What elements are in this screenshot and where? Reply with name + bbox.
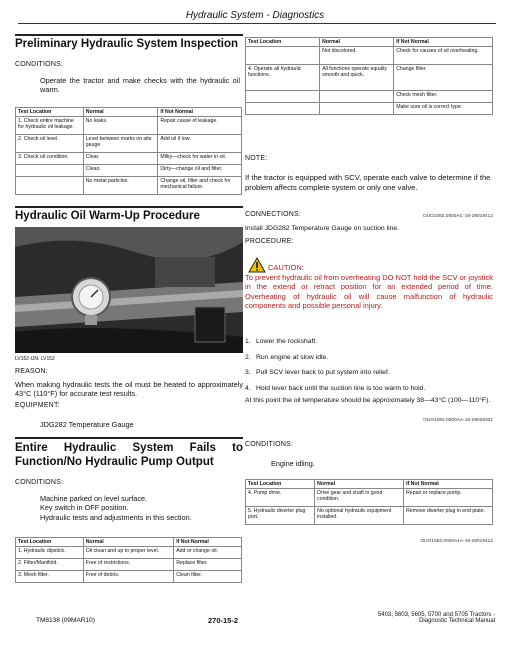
table-cell: Clean. [83,165,158,177]
section3-conditions [40,494,240,522]
caution-text: To prevent hydraulic oil from overheating DO NOT hold the SCV or joystick in the extend or retract position for an extended period of time. Overheating of hydraulic oil will cause malfunction of hydraulic components and possible personal injury. [245,273,493,311]
section1-title: Preliminary Hydraulic System Inspection [15,38,239,50]
warning-triangle-icon [248,257,266,273]
list-item: 1. Lower the rockshaft. [245,338,318,345]
table-cell: Change oil, filter and check for mechanical failure. [158,177,242,195]
table-header: Normal [83,108,158,117]
table-cell: Make sure oil is correct type. [394,103,493,115]
table-row [16,117,242,135]
table-cell: 2. Check oil level. [16,135,84,153]
list-item: 2. Run engine at slow idle. [245,353,329,361]
section3-table-left [15,537,242,583]
procedure-steps [245,336,493,395]
table-header: Test Location [246,480,315,489]
table-cell: Add oil if low. [158,135,242,153]
result-text: At this point the oil temperature should be approximately 38—43°C (100—110°F). [245,397,491,404]
caution-label: CAUTION: [268,263,304,272]
table-row [16,571,242,583]
reason-label: REASON: [15,368,48,375]
table-row [16,559,242,571]
footer-title [290,612,495,624]
table-cell: Dirty—change oil and filter. [158,165,242,177]
equipment-label: EQUIPMENT: [15,402,60,409]
footer-manual-id: TM8138 (09MAR10) [36,617,95,624]
table-cell: 3. Check oil condition. [16,153,84,165]
table-cell: All functions operate equally smooth and quick. [320,65,394,91]
table-row [246,489,493,507]
section3-right-conditions-label: CONDITIONS: [245,441,294,448]
table-header: Normal [320,38,394,47]
table-cell: Level between marks on site gauge [83,135,158,153]
section3-top-rule [15,437,243,440]
table-header: Normal [83,538,173,547]
list-item: 3. Pull SCV lever back to put system into relief. [245,369,390,376]
table-row [246,91,493,103]
connections-label: CONNECTIONS: [245,211,302,218]
page-header: Hydraulic System - Diagnostics [185,10,325,21]
table-cell [320,91,394,103]
photo-caption: LV152-UN: LV152 [15,356,55,362]
section3-title: Entire Hydraulic System Fails to Function/No Hydraulic Pump Output [15,442,243,468]
table-header-row [246,480,493,489]
section2-reference: OUO1082,0000AA-19-29028301 [423,418,493,423]
table-header: If Not Normal [404,480,493,489]
table-cell: Not discolored. [320,47,394,65]
section3-table-right [245,479,493,525]
section2-title: Hydraulic Oil Warm-Up Procedure [15,210,200,222]
table-cell: 2. Filter/Manifold. [16,559,84,571]
table-header: If Not Normal [158,108,242,117]
table-header-row [16,108,242,117]
table-header: Test Location [246,38,320,47]
equipment-text: JDG282 Temperature Gauge [40,420,134,429]
table-header: If Not Normal [394,38,493,47]
table-header: Test Location [16,108,84,117]
table-cell [16,177,84,195]
procedure-label: PROCEDURE: [245,238,294,245]
warmup-photo-illustration [15,227,243,353]
section1-conditions-text: Operate the tractor and make checks with the hydraulic oil warm. [40,76,240,95]
table-row [246,47,493,65]
table-cell: Oil clean and up to proper level. [83,547,173,559]
table-header: If Not Normal [174,538,242,547]
connections-text: Install JDG282 Temperature Gauge on suction line. [245,225,400,232]
section1-conditions-label: CONDITIONS: [15,61,64,68]
table-cell: 4. Operate all hydraulic functions. [246,65,320,91]
table-cell [246,103,320,115]
table-cell: Repair or replace pump. [404,489,493,507]
table-row [16,153,242,165]
table-cell: 1. Hydraulic dipstick. [16,547,84,559]
header-divider [18,23,496,24]
table-cell: 1. Check entire machine for hydraulic oil leakage. [16,117,84,135]
condition-line: Hydraulic tests and adjustments in this section. [40,512,192,522]
table-cell: 5. Hydraulic diverter plug port. [246,507,315,525]
table-header: Normal [315,480,404,489]
section3-conditions-label: CONDITIONS: [15,479,64,486]
condition-line: Machine parked on level surface. [40,494,148,503]
table-cell [246,91,320,103]
table-cell: Clear. [83,153,158,165]
table-row [16,135,242,153]
table-row [246,103,493,115]
table-row [16,177,242,195]
table-cell: 4. Pump drive. [246,489,315,507]
table-cell: Remove diverter plug in end plate. [404,507,493,525]
table-row [246,507,493,525]
table-row [16,547,242,559]
note-label: NOTE: [245,155,268,162]
section3-right-conditions-text: Engine idling. [271,459,315,468]
table-cell: Add or change oil. [174,547,242,559]
table-cell [16,165,84,177]
table-cell: Free of restrictions. [83,559,173,571]
table-cell: Free of debris. [83,571,173,583]
table-cell: No leaks. [83,117,158,135]
table-cell: Drive gear and shaft in good condition. [315,489,404,507]
table-cell: No optional hydraulic equipment installed. [315,507,404,525]
table-row [246,65,493,91]
table-cell: Check for causes of oil overheating. [394,47,493,65]
reason-text: When making hydraulic tests the oil must be heated to approximately 43°C (110°F) for accurate test results. [15,380,243,399]
table-header: Test Location [16,538,84,547]
warmup-photo [15,227,243,353]
condition-line: Key switch in OFF position. [40,503,129,513]
table-cell [246,47,320,65]
table-cell: Replace filter. [174,559,242,571]
table-header-row [246,38,493,47]
footer-title-line2: Diagnostic Technical Manual [419,618,495,624]
list-item: 4. Hold lever back until the suction line is too warm to hold. [245,384,426,392]
section1-reference: OUO1082,0000AC-19-29019412 [422,214,493,219]
table-row [16,165,242,177]
table-cell: No metal particles. [83,177,158,195]
table-cell: Repair cause of leakage. [158,117,242,135]
table-cell: 3. Mesh filter. [16,571,84,583]
table-cell: Milky—check for water in oil. [158,153,242,165]
section1-table-right [245,37,493,115]
footer-page-number: 270-15-2 [208,616,239,625]
table-cell [320,103,394,115]
table-cell: Clean filter. [174,571,242,583]
section1-table-left [15,107,242,195]
table-header-row [16,538,242,547]
section3-reference: OUO1082,0000A1A-19-28019412 [420,539,493,544]
table-cell: Change filter. [394,65,493,91]
footer-title-line1: 5403, 5603, 5605, 5700 and 5705 Tractors - [377,612,495,618]
note-text: If the tractor is equipped with SCV, operate each valve to determine if the problem affects complete system or only one valve. [245,173,491,192]
table-cell: Check mesh filter. [394,91,493,103]
